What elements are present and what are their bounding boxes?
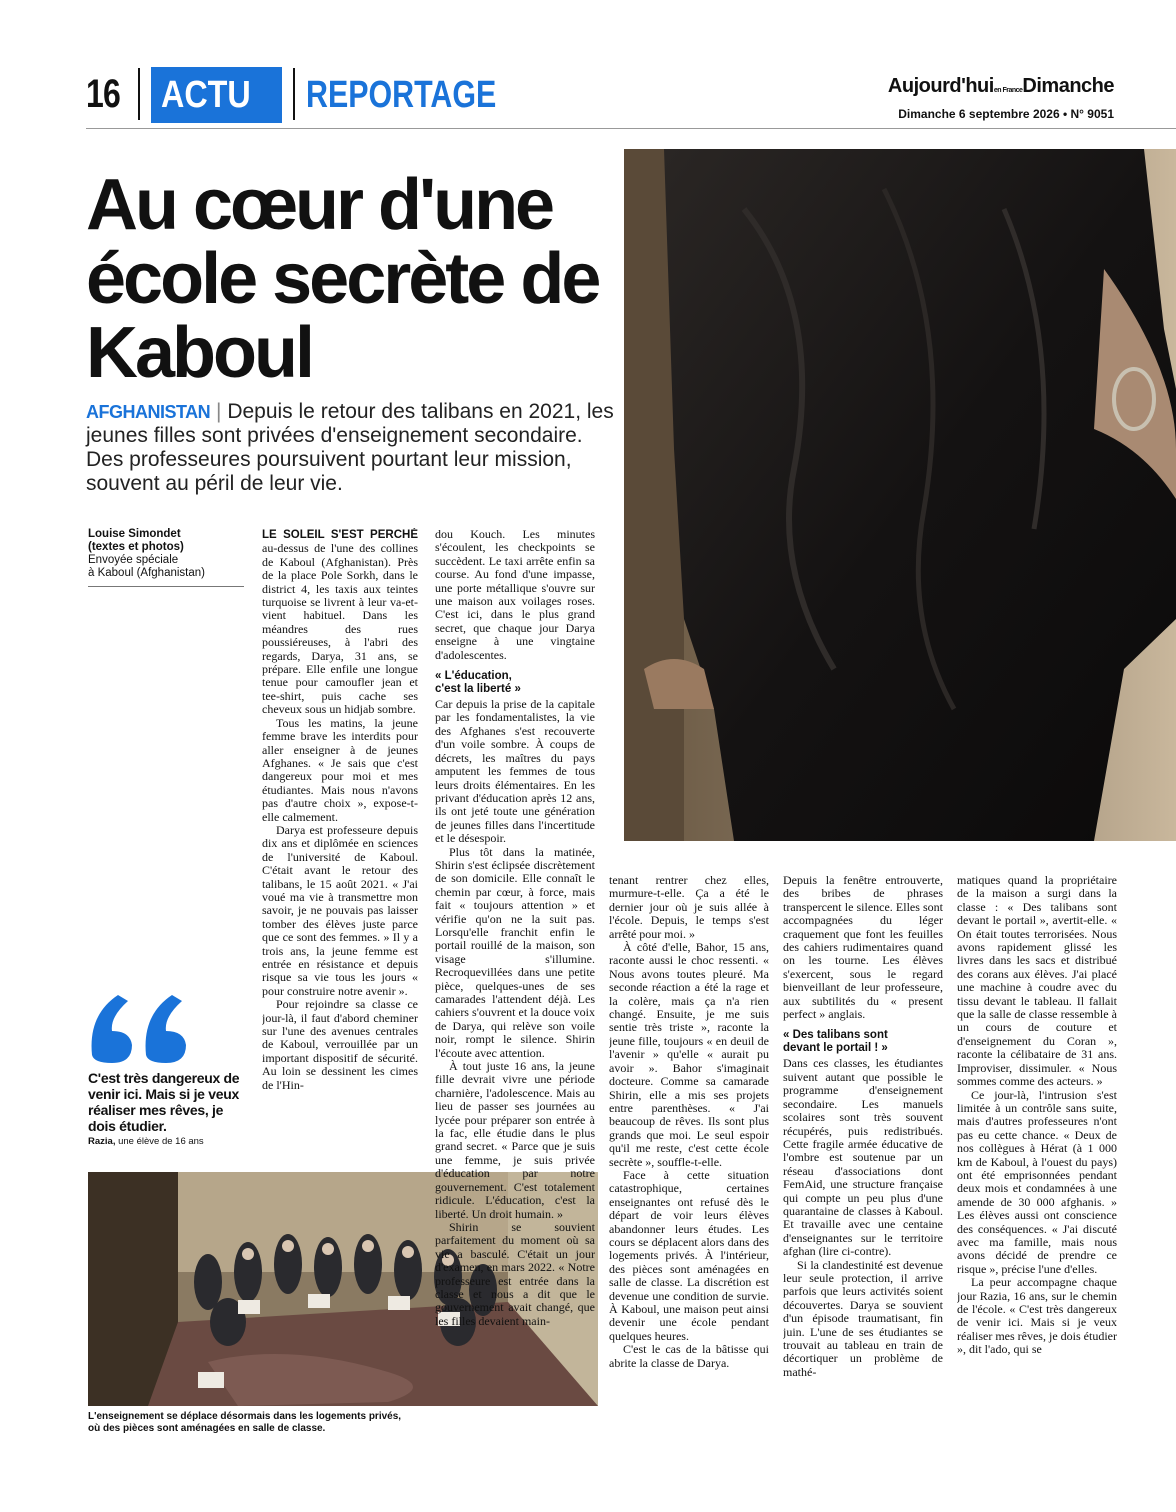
paragraph: Face à cette situation catastrophique, certaines enseignantes ont refusé dès le départ de voir leurs élèves abandonner leurs études. Les cours se déplacent alors dans des logements privés. À l'intérieur, des pièces sont aménagées en salle de classe. La discrétion est devenue une condition de survie. À Kaboul, une maison peut ainsi devenir une école pendant quelques heures. [609, 1167, 769, 1343]
paragraph: La peur accompagne chaque jour Razia, 16 ans, sur le chemin de l'école. « C'est très dangereux de venir ici. Mais si je veux réaliser mes rêves, je dois étudier », dit l'ado, qui se [957, 1275, 1117, 1357]
article-column-2 [435, 528, 595, 1438]
paragraph: Tous les matins, la jeune femme brave les interdits pour aller enseigner à de jeunes Afghanes. « Je sais que c'est dangereux pour moi et mes étudiantes. Mais nous n'avons pas d'autre choix », expose-t-elle calmement. [262, 715, 418, 824]
section-label: ACTU [151, 67, 282, 123]
kicker: AFGHANISTAN [86, 402, 211, 422]
header-rule [86, 128, 1176, 129]
paragraph: Si la clandestinité est devenue leur seule protection, il arrive parfois que leurs activités soient découvertes. Darya se souvient d'un épisode traumatisant, fin juin. L'une de ses étudiantes se trouvait au tableau en train de décortiquer un problème de mathé- [783, 1257, 943, 1379]
byline-role: (textes et photos) [88, 541, 184, 553]
subheading: « Des talibans sont devant le portail ! » [783, 1029, 888, 1055]
paragraph: C'est le cas de la bâtisse qui abrite la classe de Darya. [609, 1342, 769, 1370]
paragraph: À côté d'elle, Bahor, 15 ans, raconte aussi le choc ressenti. « Nous avons toutes pleuré. Ma seconde réaction a été la rage et la colère, mais ça n'a rien changé. Ensuite, je me suis sentie très triste », raconte la jeune fille, toujours « en deuil de l'avenir » qu'elle « aurait pu avoir ». Bahor s'imaginait docteure. Comme sa camarade Shirin, elle a mis ses projets entre parenthèses. « J'ai beaucoup de rêves. Ils sont plus grands que moi. Le seul espoir qu'il me reste, c'est cette école secrète », souffle-t-elle. [609, 940, 769, 1169]
paragraph: Darya est professeure depuis dix ans et diplômée en sciences de l'université de Kaboul. C'était avant le retour des talibans, le 15 août 2021. « J'ai voué ma vie à transmettre mon savoir, je ne pouvais pas laisser tomber des élèves juste parce que ce sont des femmes. » Il y a trois ans, la jeune femme est entrée en résistance et depuis risque sa vie tous les jours « pour construire notre avenir ». [262, 822, 418, 998]
paragraph: dou Kouch. Les minutes s'écoulent, les checkpoints se succèdent. Le taxi arrête enfin sa course. Au fond d'une impasse, une porte métallique s'ouvre sur une maison aux voilages roses. C'est ici, dans le plus grand secret, que chaque jour Darya enseigne à une vingtaine d'adolescentes. [435, 528, 595, 662]
paragraph: Ce jour-là, l'intrusion s'est limitée à un contrôle sans suite, mais d'autres professeures n'ont pas eu cette chance. « Deux de nos collègues à Hérat (à 1 000 km de Kaboul, à l'ouest du pays) ont été emprisonnées pendant deux mois et condamnées à une amende de 30 000 afghanis. » Les élèves aussi ont conscience des conséquences. « J'ai discuté avec ma famille, mais nous avons décidé de prendre ce risque », précise l'une d'elles. [957, 1087, 1117, 1276]
paragraph: Car depuis la prise de la capitale par les fondamentalistes, la vie des Afghanes s'est recouverte d'un voile sombre. À coups de décrets, les maîtres du pays amputent les femmes de tous leurs droits élémentaires. En les privant d'éducation après 12 ans, ils ont jeté toute une génération de jeunes filles dans l'incertitude et le désespoir. [435, 697, 595, 846]
pull-quote: C'est très dangereux de venir ici. Mais si je veux réaliser mes rêves, je dois étudier. [88, 1070, 240, 1134]
standfirst: AFGHANISTAN | Depuis le retour des talibans en 2021, les jeunes filles sont privées d'enseignement secondaire. Des professeures poursuivent pourtant leur mission, souvent au péril de leur vie. [86, 400, 614, 495]
lead-in: LE SOLEIL S'EST PERCHÉ [262, 529, 418, 541]
paragraph: À tout juste 16 ans, la jeune fille devrait vivre une période charnière, l'adolescence. Mais au lieu de passer ses journées au lycée pour préparer son entrée à la fac, elle étudie dans le plus grand secret. « Parce que je suis une femme, je suis privée d'éducation par notre gouvernement. C'est totalement ridicule. L'éducation, c'est la liberté. Un droit humain. » [435, 1059, 595, 1221]
paragraph: Plus tôt dans la matinée, Shirin s'est éclipsée discrètement de son domicile. Elle connaît le chemin par cœur, à force, mais fait « toujours attention » et vérifie qu'on ne la suit pas. Lorsqu'elle franchit enfin le portail rouillé de la maison, son visage s'illumine. Recroquevillées dans une petite pièce, quelques-unes de ses camarades l'attendent déjà. Les cahiers s'ouvrent et la douce voix de Darya, qui relève son voile noir, rompt le silence. Shirin l'écoute avec attention. [435, 844, 595, 1060]
byline-name: Louise Simondet [88, 528, 181, 540]
quote-attribution: Razia, une élève de 16 ans [88, 1136, 204, 1147]
paragraph: tenant rentrer chez elles, murmure-t-elle. Ça a été le dernier jour où je suis allée à l'école. Depuis, le temps s'est arrêté pour moi. » [609, 874, 769, 941]
paragraph: matiques quand la propriétaire de la maison a surgi dans la classe : « Des talibans sont devant le portail », avertit-elle. « On était toutes terrorisées. Nous avons rapidement glissé les livres dans les sacs et distribué des corans aux élèves. J'ai placé une machine à coudre avec du tissu devant le tableau. Il fallait que la salle de classe ressemble à un cours de couture et d'enseignement du Coran », raconte la célibataire de 31 ans. Improviser, dissimuler. « Nous sommes comme des acteurs. » [957, 874, 1117, 1089]
paragraph: au-dessus de l'une des collines de Kaboul (Afghanistan). Près de la place Pole Sorkh, dans le district 4, les taxis aux teintes turquoise se livrent à leur va-et-vient habituel. Dans les méandres des rues poussiéreuses, à l'abri des regards, Darya, 31 ans, se prépare. Elle enfile une longue tenue pour camoufler jean et tee-shirt, puis cache ses cheveux sous un hidjab sombre. [262, 541, 418, 717]
headline: Au cœur d'une école secrète de Kaboul [86, 165, 599, 393]
header-divider [138, 68, 140, 120]
masthead [888, 74, 1114, 122]
paragraph: Pour rejoindre sa classe ce jour-là, il faut d'abord cheminer sur l'une des avenues centrales de Kaboul, verrouillée par un important dispositif de sécurité. Au loin se dessinent les cimes de l'Hin- [262, 997, 418, 1092]
article-column-5 [957, 874, 1117, 1444]
article-column-1 [262, 528, 418, 1178]
rubrique-label: REPORTAGE [306, 74, 497, 116]
brand-logo: Aujourd'huien FranceDimanche [887, 75, 1114, 97]
byline [88, 528, 244, 587]
standfirst-text: Depuis le retour des talibans en 2021, les jeunes filles sont privées d'enseignement secondaire. Des professeures poursuivent pourtant leur mission, souvent au péril de leur vie. [86, 400, 614, 495]
page-number: 16 [86, 72, 120, 116]
byline-line: Envoyée spéciale [88, 554, 179, 566]
paragraph: Depuis la fenêtre entrouverte, des bribes de phrases transpercent le silence. Elles sont accompagnées du léger craquement que font les feuilles des cahiers rudimentaires quand on les tourne. Les élèves s'exercent, sous le regard bienveillant de leur professeure, aux subtilités du « present perfect » anglais. [783, 874, 943, 1022]
photo-caption: L'enseignement se déplace désormais dans les logements privés, où des pièces sont aménagées en salle de classe. [88, 1411, 402, 1434]
header-divider [293, 68, 295, 120]
paragraph: Shirin se souvient parfaitement du moment où sa vie a basculé. C'était un jour d'examen, en mars 2022. « Notre professeure est entrée dans la classe et nous a dit que le gouvernement avait changé, que les filles devaient main- [435, 1219, 595, 1328]
quote-mark-icon [88, 985, 198, 1065]
dateline: Dimanche 6 septembre 2026 • N° 9051 [898, 107, 1114, 121]
subheading: « L'éducation, c'est la liberté » [435, 670, 521, 696]
paragraph: Dans ces classes, les étudiantes suivent autant que possible le programme d'enseignement secondaire. Les manuels scolaires sont très souvent récupérés, puis redistribués. Cette fragile armée éducative de l'ombre est soutenue par un réseau d'associations dont FemAid, une structure française qui compte un peu plus d'une quarantaine de classes à Kaboul. Et travaille avec une centaine d'enseignantes sur le territoire afghan (lire ci-contre). [783, 1056, 943, 1259]
article-column-4 [783, 874, 943, 1444]
article-column-3 [609, 874, 769, 1444]
byline-line: à Kaboul (Afghanistan) [88, 567, 205, 579]
main-photo [624, 149, 1176, 841]
